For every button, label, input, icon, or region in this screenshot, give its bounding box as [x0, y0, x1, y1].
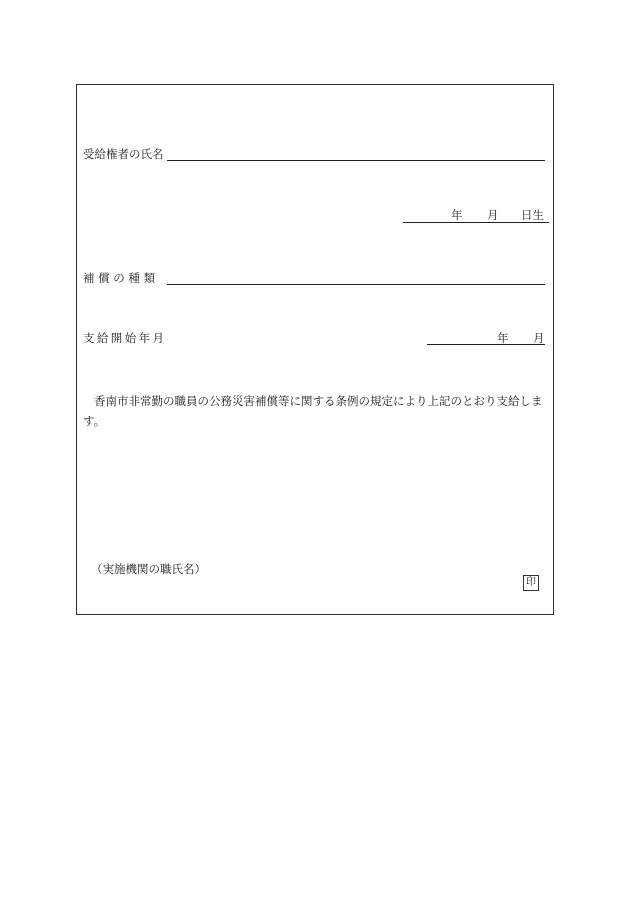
birth-day-label: 日生: [521, 208, 544, 222]
form-box: [76, 84, 554, 615]
compensation-type-label: 補 償 の 種 類: [83, 271, 156, 285]
recipient-name-label: 受給権者の氏名: [83, 147, 164, 161]
birth-month-label: 月: [487, 208, 499, 222]
payment-start-month-label: 月: [533, 331, 545, 345]
payment-start-line: [427, 344, 545, 345]
recipient-name-line: [167, 160, 545, 161]
payment-start-year-label: 年: [497, 331, 509, 345]
agency-label: （実施機関の職氏名）: [91, 562, 206, 576]
seal-mark: 印: [523, 575, 539, 591]
statement-text: 香南市非常勤の職員の公務災害補償等に関する条例の規定により上記のとおり支給します。: [83, 394, 543, 428]
payment-start-label: 支給開始年月: [83, 331, 167, 345]
compensation-type-line: [167, 284, 545, 285]
birth-date-line: [403, 222, 549, 223]
birth-year-label: 年: [451, 208, 463, 222]
